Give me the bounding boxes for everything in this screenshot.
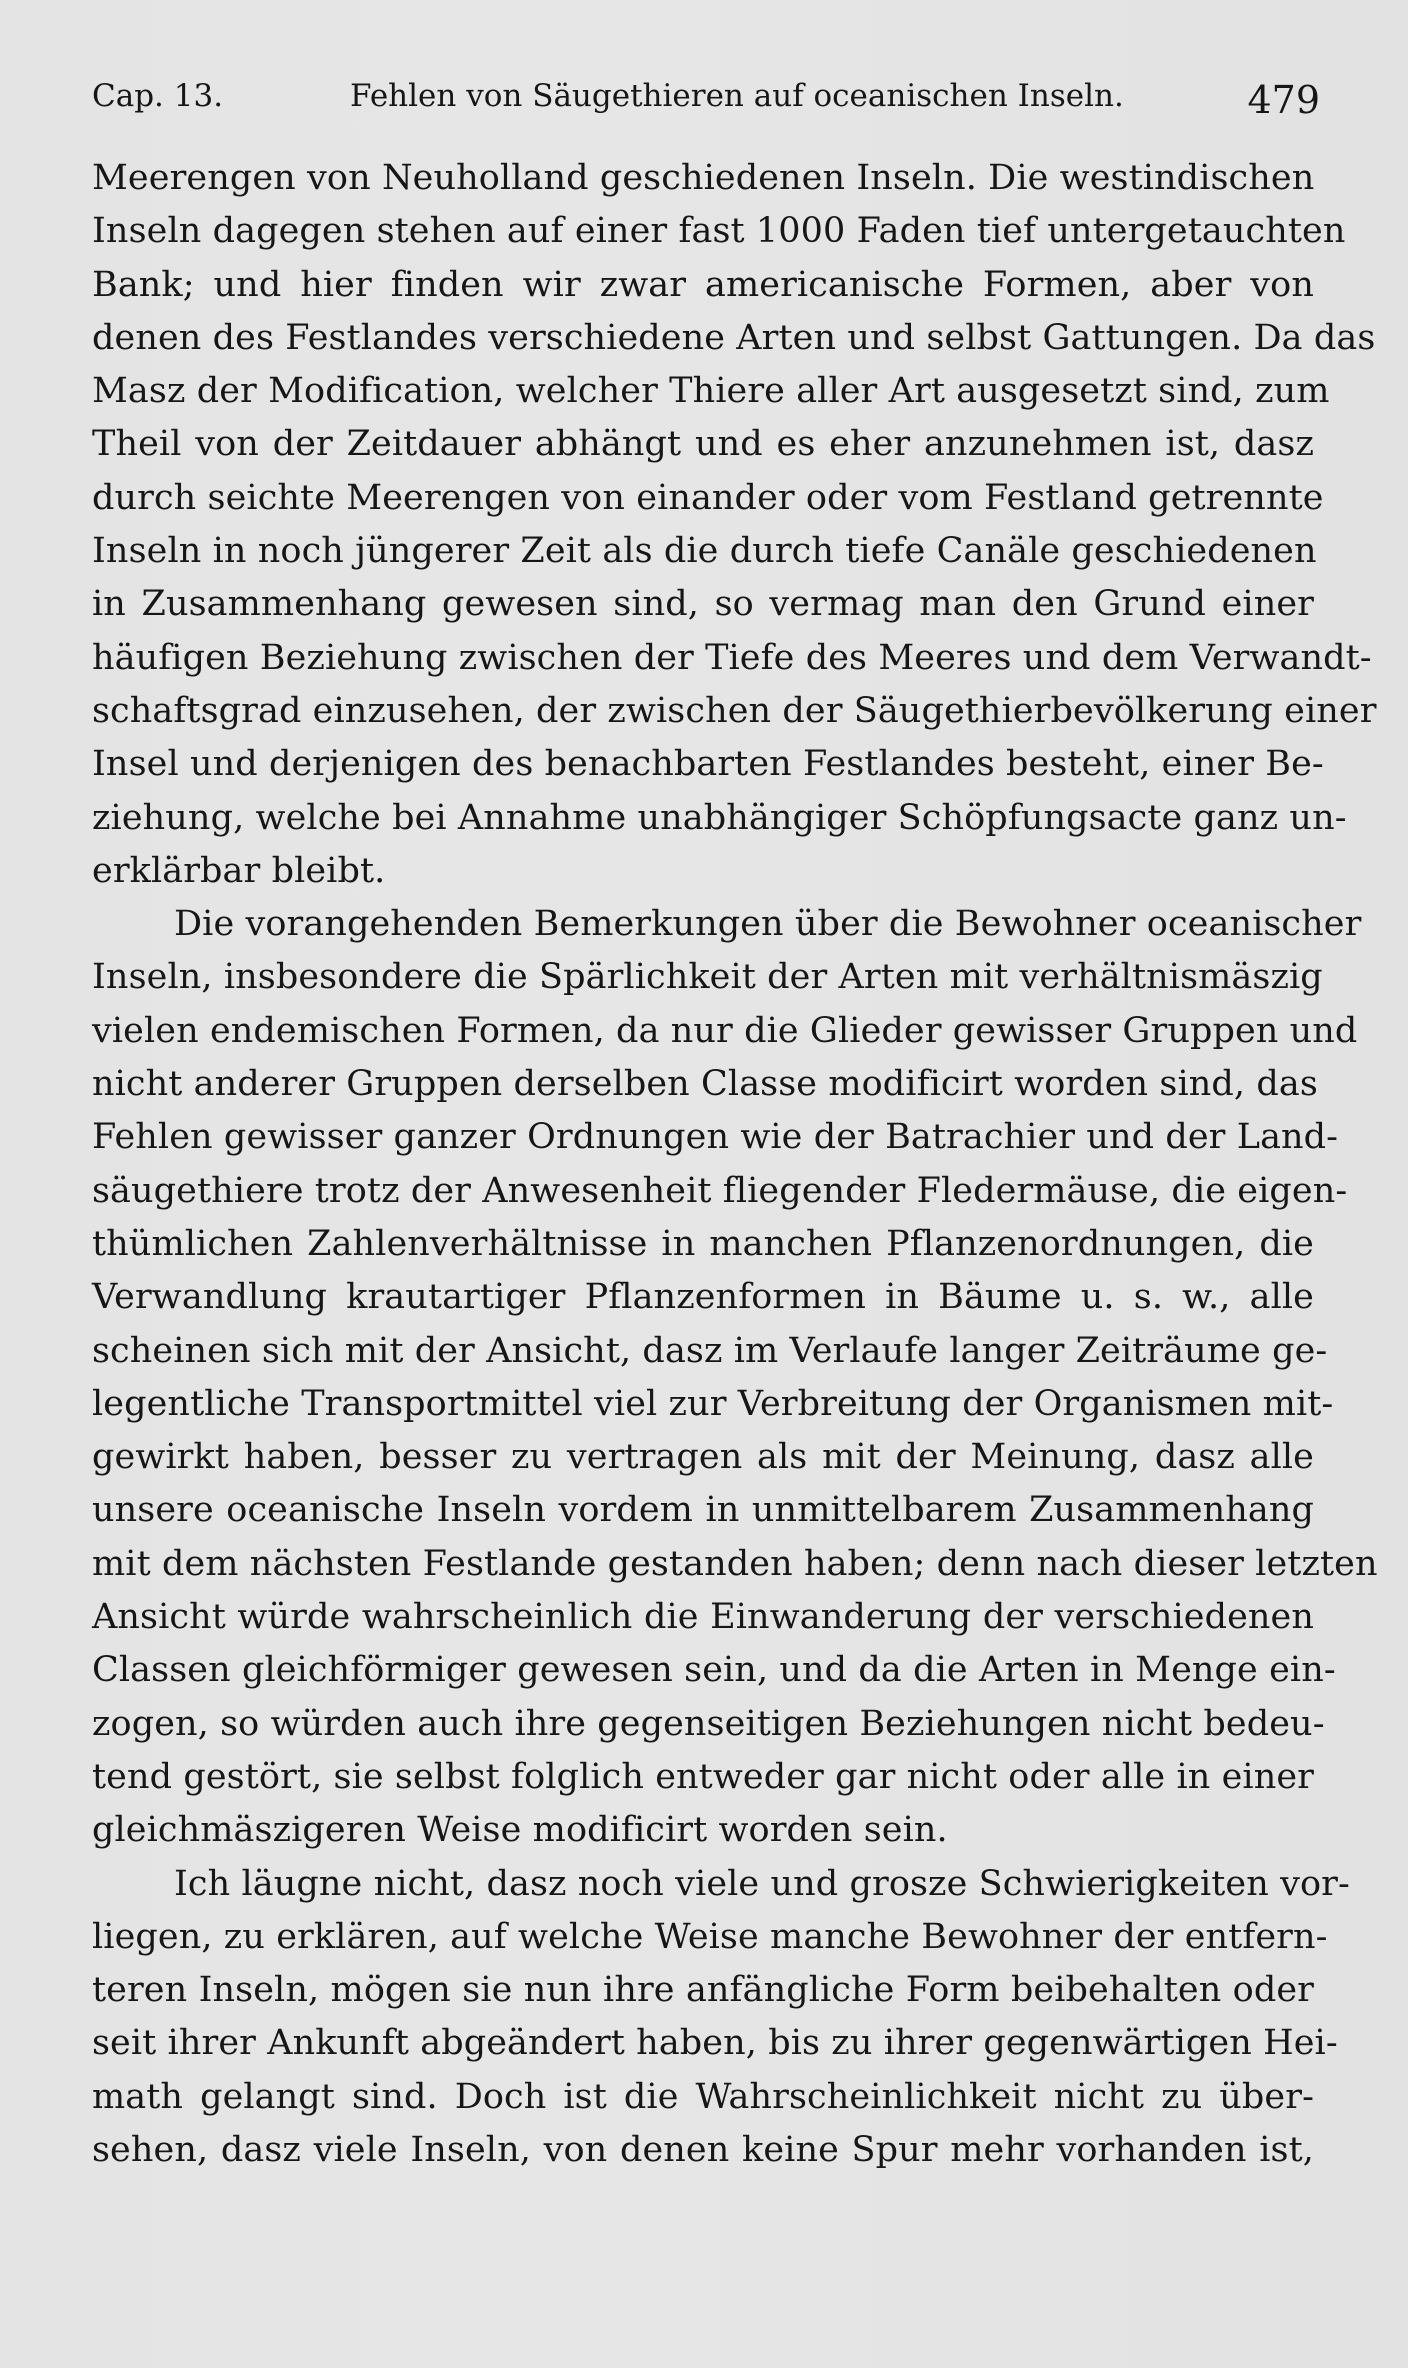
text-line: häufigen Beziehung zwischen der Tiefe des Meeres und dem Verwandt-: [92, 637, 1372, 678]
text-line: thümlichen Zahlenverhältnisse in manchen Pflanzenordnungen, die: [92, 1223, 1314, 1264]
text-line: mit dem nächsten Festlande gestanden haben; denn nach dieser letzten: [92, 1543, 1378, 1584]
text-line: durch seichte Meerengen von einander oder vom Festland getrennte: [92, 477, 1324, 518]
text-line: schaftsgrad einzusehen, der zwischen der Säugethierbevölkerung einer: [92, 690, 1377, 731]
text-line: Ansicht würde wahrscheinlich die Einwanderung der verschiedenen: [92, 1597, 1314, 1638]
text-line: Inseln, insbesondere die Spärlichkeit der Arten mit verhältnismäszig: [92, 957, 1323, 998]
body-text: [92, 152, 1378, 2177]
paragraph-first-line: Die vorangehenden Bemerkungen über die Bewohner oceanischer: [174, 904, 1362, 945]
paragraph-last-line: gleichmäszigeren Weise modificirt worden sein.: [92, 1810, 948, 1851]
text-line: Inseln in noch jüngerer Zeit als die durch tiefe Canäle geschiedenen: [92, 531, 1317, 572]
text-line: ziehung, welche bei Annahme unabhängiger Schöpfungsacte ganz un-: [92, 797, 1347, 838]
text-line: Bank; und hier finden wir zwar americanische Formen, aber von: [92, 264, 1314, 305]
text-line: in Zusammenhang gewesen sind, so vermag man den Grund einer: [92, 584, 1314, 625]
text-line: Inseln dagegen stehen auf einer fast 1000 Faden tief untergetauchten: [92, 211, 1346, 252]
text-line: unsere oceanische Inseln vordem in unmittelbarem Zusammenhang: [92, 1490, 1314, 1531]
text-line: teren Inseln, mögen sie nun ihre anfängliche Form beibehalten oder: [92, 1970, 1314, 2011]
text-line: vielen endemischen Formen, da nur die Glieder gewisser Gruppen und: [92, 1010, 1358, 1051]
text-line: Fehlen gewisser ganzer Ordnungen wie der Batrachier und der Land-: [92, 1117, 1339, 1158]
text-line: seit ihrer Ankunft abgeändert haben, bis zu ihrer gegenwärtigen Hei-: [92, 2023, 1338, 2064]
page-header: [92, 68, 1320, 124]
text-line: säugethiere trotz der Anwesenheit fliegender Fledermäuse, die eigen-: [92, 1170, 1348, 1211]
text-line: denen des Festlandes verschiedene Arten und selbst Gattungen. Da das: [92, 317, 1376, 358]
running-title: Fehlen von Säugethieren auf oceanischen Inseln.: [350, 78, 1124, 114]
text-line: math gelangt sind. Doch ist die Wahrscheinlichkeit nicht zu über-: [92, 2076, 1314, 2117]
paragraph-last-line: erklärbar bleibt.: [92, 850, 386, 891]
text-line: Theil von der Zeitdauer abhängt und es eher anzunehmen ist, dasz: [92, 424, 1314, 465]
text-line: Insel und derjenigen des benachbarten Festlandes besteht, einer Be-: [92, 744, 1324, 785]
text-line: Masz der Modification, welcher Thiere aller Art ausgesetzt sind, zum: [92, 371, 1330, 412]
paragraph-first-line: Ich läugne nicht, dasz noch viele und grosze Schwierigkeiten vor-: [174, 1863, 1350, 1904]
text-line: tend gestört, sie selbst folglich entweder gar nicht oder alle in einer: [92, 1756, 1314, 1797]
text-line: nicht anderer Gruppen derselben Classe modificirt worden sind, das: [92, 1064, 1318, 1105]
text-line: zogen, so würden auch ihre gegenseitigen Beziehungen nicht bedeu-: [92, 1703, 1325, 1744]
text-line: legentliche Transportmittel viel zur Verbreitung der Organismen mit-: [92, 1383, 1334, 1424]
chapter-label: Cap. 13.: [92, 78, 224, 114]
text-line: gewirkt haben, besser zu vertragen als mit der Meinung, dasz alle: [92, 1437, 1314, 1478]
text-line: Meerengen von Neuholland geschiedenen Inseln. Die westindischen: [92, 158, 1315, 198]
page-number: 479: [1247, 78, 1320, 122]
text-line: scheinen sich mit der Ansicht, dasz im Verlaufe langer Zeiträume ge-: [92, 1330, 1328, 1371]
text-line: Verwandlung krautartiger Pflanzenformen in Bäume u. s. w., alle: [92, 1277, 1314, 1318]
text-line: sehen, dasz viele Inseln, von denen keine Spur mehr vorhanden ist,: [92, 2129, 1314, 2170]
text-line: liegen, zu erklären, auf welche Weise manche Bewohner der entfern-: [92, 1916, 1328, 1957]
text-line: Classen gleichförmiger gewesen sein, und da die Arten in Menge ein-: [92, 1650, 1336, 1691]
